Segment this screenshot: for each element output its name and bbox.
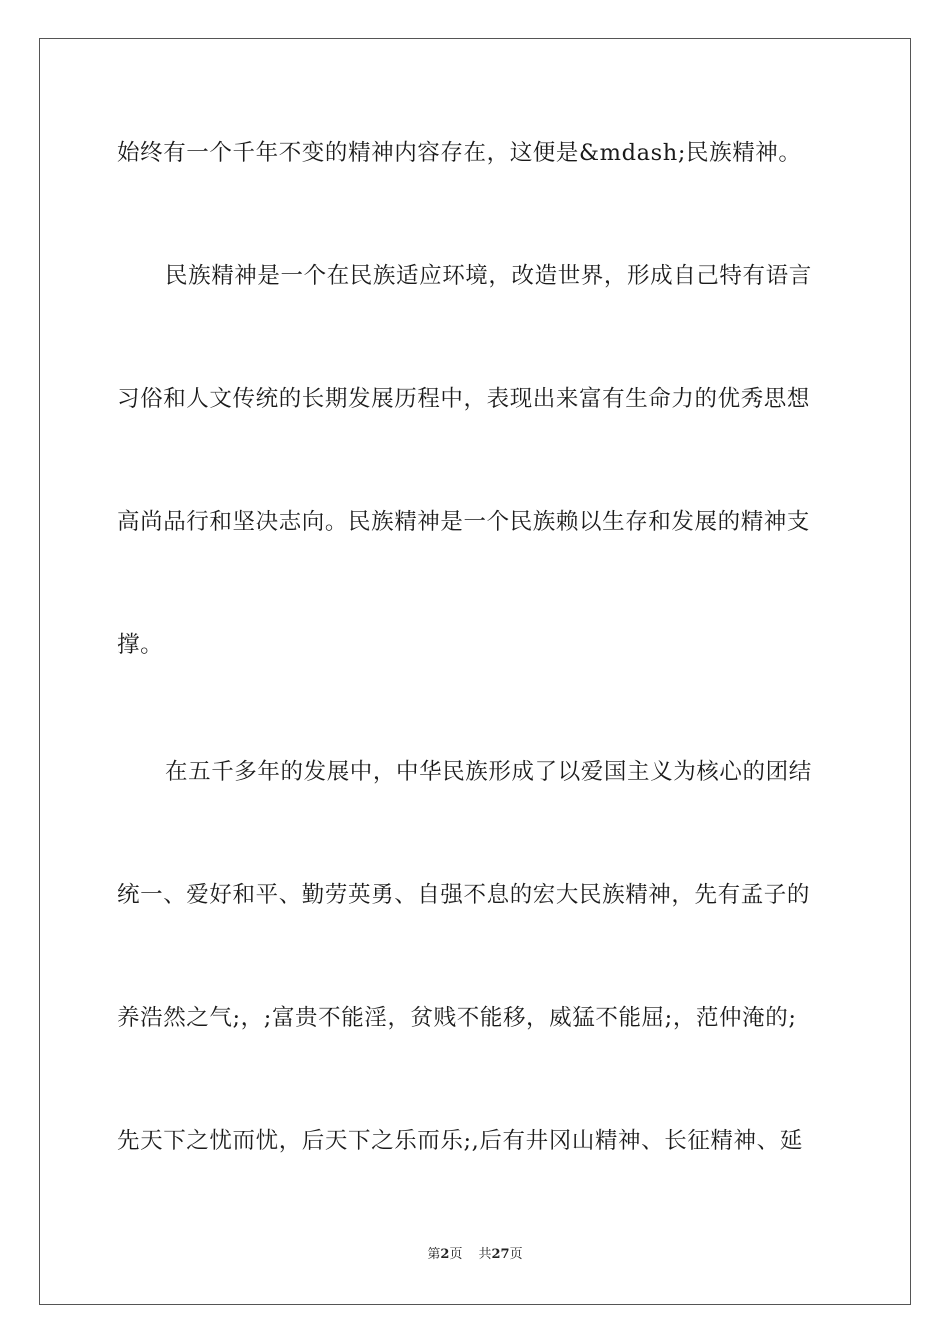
- text-line-1: 始终有一个千年不变的精神内容存在，这便是&mdash;民族精神。: [117, 140, 802, 166]
- text-line-7: 统一、爱好和平、勤劳英勇、自强不息的宏大民族精神，先有孟子的: [117, 882, 811, 908]
- text-line-9: 先天下之忧而忧，后天下之乐而乐;,后有井冈山精神、长征精神、延: [117, 1128, 803, 1154]
- text-line-4: 高尚品行和坚决志向。民族精神是一个民族赖以生存和发展的精神支: [117, 509, 811, 535]
- footer-total-pages: 27: [491, 1247, 510, 1262]
- page-frame: [39, 38, 911, 1305]
- text-line-8: 养浩然之气;，;富贵不能淫，贫贱不能移，威猛不能屈;，范仲淹的;: [117, 1005, 797, 1031]
- page-footer: [0, 1246, 950, 1264]
- text-line-6: 在五千多年的发展中，中华民族形成了以爱国主义为核心的团结: [165, 759, 812, 785]
- footer-page-suffix: 页: [449, 1247, 463, 1262]
- footer-total-suffix: 页: [509, 1247, 523, 1262]
- text-line-5: 撑。: [117, 632, 164, 658]
- footer-page-number: 2: [440, 1247, 450, 1262]
- text-line-2: 民族精神是一个在民族适应环境，改造世界，形成自己特有语言: [165, 263, 812, 289]
- text-line-3: 习俗和人文传统的长期发展历程中，表现出来富有生命力的优秀思想: [117, 386, 811, 412]
- footer-page-prefix: 第: [427, 1247, 441, 1262]
- footer-total-prefix: 共: [478, 1247, 492, 1262]
